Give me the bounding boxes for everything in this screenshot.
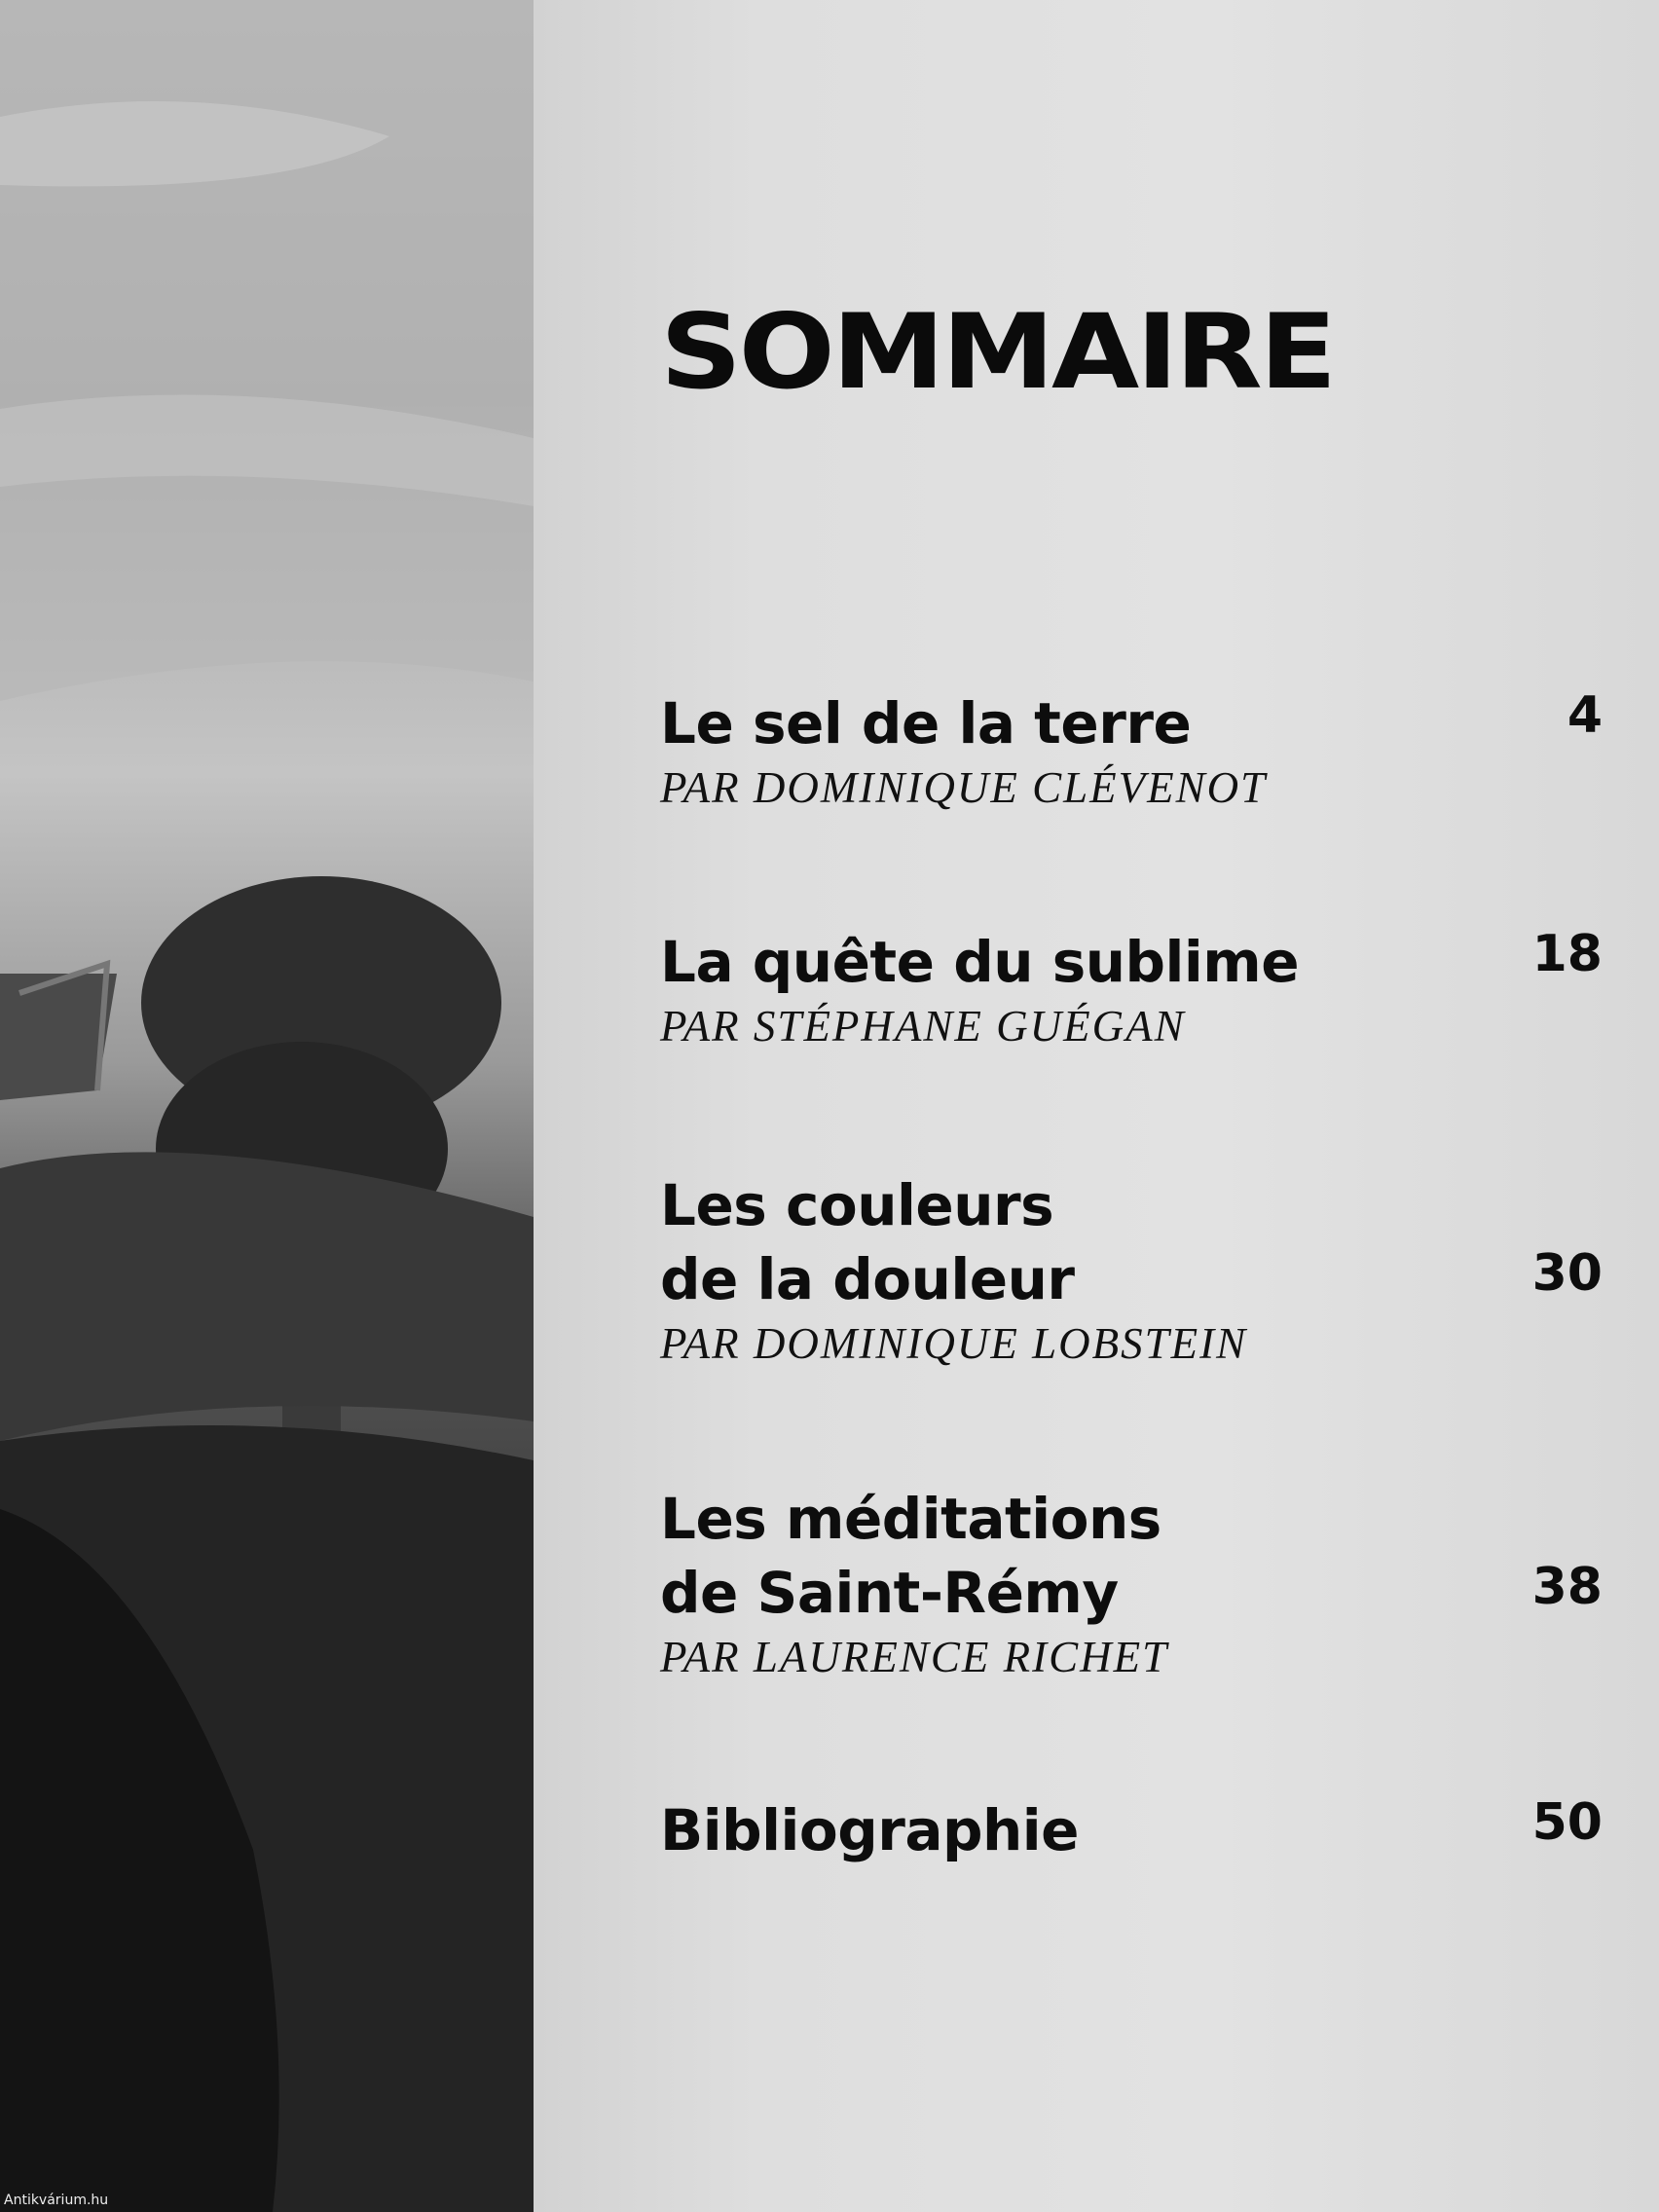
toc-entry-author: PAR LAURENCE RICHET bbox=[660, 1633, 1169, 1681]
toc-entry-title-line1: Les méditations bbox=[660, 1486, 1161, 1552]
toc-page-number: 38 bbox=[1531, 1558, 1603, 1616]
toc-entry-title: La quête du sublime bbox=[660, 929, 1300, 995]
toc-entry[interactable] bbox=[660, 686, 1634, 815]
toc-entry-title-line2: de Saint-Rémy bbox=[660, 1560, 1119, 1626]
watermark-text: Antikvárium.hu bbox=[4, 2193, 109, 2208]
toc-entry-title-line2: de la douleur bbox=[660, 1246, 1075, 1312]
toc-page-number: 18 bbox=[1531, 925, 1603, 983]
toc-entry-author: PAR DOMINIQUE LOBSTEIN bbox=[660, 1319, 1248, 1368]
toc-entry-title: Le sel de la terre bbox=[660, 690, 1192, 756]
toc-entry-title-line1: Les couleurs bbox=[660, 1172, 1054, 1238]
toc-page-number: 4 bbox=[1567, 686, 1603, 745]
toc-entry-title: Bibliographie bbox=[660, 1797, 1080, 1863]
page-title: SOMMAIRE bbox=[660, 292, 1334, 412]
toc-entry[interactable] bbox=[660, 1482, 1634, 1684]
contents-page bbox=[534, 0, 1659, 2212]
painting-shapes bbox=[0, 0, 534, 2212]
toc-page-number: 30 bbox=[1531, 1244, 1603, 1303]
toc-entry[interactable] bbox=[660, 1168, 1634, 1371]
painting-illustration bbox=[0, 0, 534, 2212]
toc-entry[interactable] bbox=[660, 925, 1634, 1053]
toc-entry-author: PAR STÉPHANE GUÉGAN bbox=[660, 1002, 1186, 1051]
toc-entry[interactable] bbox=[660, 1793, 1634, 1867]
toc-entry-author: PAR DOMINIQUE CLÉVENOT bbox=[660, 763, 1268, 812]
toc-page-number: 50 bbox=[1531, 1793, 1603, 1852]
